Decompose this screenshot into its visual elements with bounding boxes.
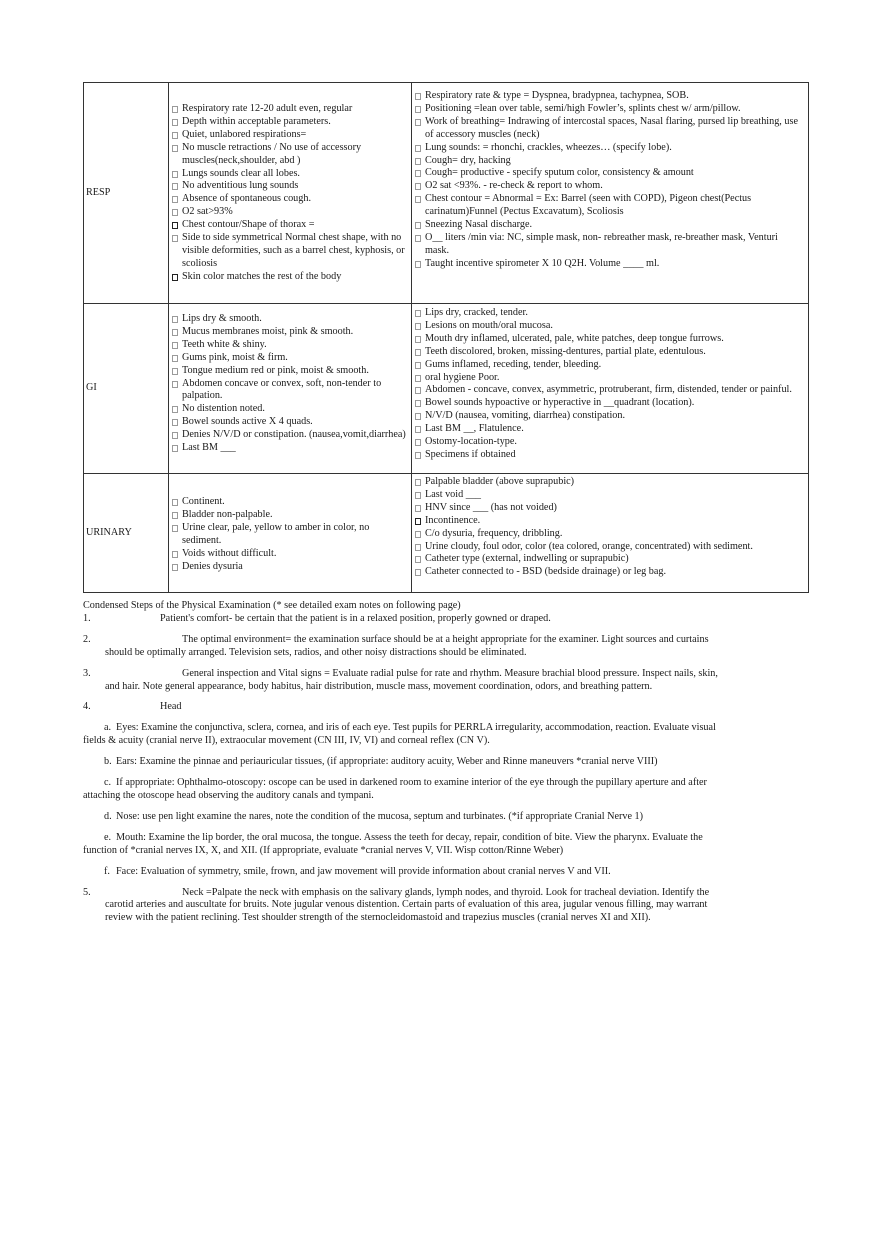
step-number: 3. (83, 667, 91, 679)
abnormal-list (412, 90, 808, 271)
checklist-item: Abdomen - concave, convex, asymmetric, protruberant, firm, distended, tender or painful. (412, 384, 804, 397)
normal-list (169, 313, 411, 455)
checklist-item: Lips dry, cracked, tender. (412, 307, 804, 320)
checklist-item: Catheter connected to - BSD (bedside drainage) or leg bag. (412, 566, 804, 579)
step-item (83, 668, 733, 694)
substep-text: Nose: use pen light examine the nares, note the condition of the mucosa, septum and turbinates. (*if appropriate Cranial Nerve 1) (116, 810, 644, 822)
step-text: The optimal environment= the examination surface should be at a height appropriate for the examiner. Light sources and curtains should be optimally arranged. Television sets, radios, and other noisy distractions should be eliminated. (105, 633, 709, 658)
checklist-item: HNV since ___ (has not voided) (412, 502, 804, 515)
normal-findings-cell (169, 474, 412, 593)
substep-letter: c. (104, 777, 112, 789)
checklist-item: No muscle retractions / No use of accessory muscles(neck,shoulder, abd ) (169, 142, 407, 168)
substep-letter: f. (104, 865, 110, 877)
checklist-item: Last void ___ (412, 489, 804, 502)
checklist-item: Last BM __, Flatulence. (412, 423, 804, 436)
checklist-item: Chest contour/Shape of thorax = (169, 219, 407, 232)
step-text: Patient's comfort- be certain that the patient is in a relaxed position, properly gowned or draped. (160, 612, 551, 624)
checklist-item: Depth within acceptable parameters. (169, 116, 407, 129)
checklist-item: Denies N/V/D or constipation. (nausea,vomit,diarrhea) (169, 429, 407, 442)
abnormal-list (412, 307, 808, 462)
checklist-item: Voids without difficult. (169, 548, 407, 561)
substep-text: Mouth: Examine the lip border, the oral mucosa, the tongue. Assess the teeth for decay, repair, condition of bite. View the pharynx. Evaluate the function of *cranial nerves IX, X, and XII. (If appropriate, evaluate *cranial nerves V, VII. Wisp cotton/Rinne Weber) (83, 831, 703, 856)
checklist-item: Quiet, unlabored respirations= (169, 129, 407, 142)
step-number: 1. (83, 612, 91, 624)
checklist-item: O2 sat <93%. - re-check & report to whom. (412, 180, 804, 193)
checklist-item: Respiratory rate & type = Dyspnea, bradypnea, tachypnea, SOB. (412, 90, 804, 103)
substep-item (83, 756, 733, 769)
checklist-item: Lungs sounds clear all lobes. (169, 168, 407, 181)
substep-item (83, 866, 733, 879)
step-item (83, 634, 733, 660)
substep-text: Ears: Examine the pinnae and periauricular tissues, (if appropriate: auditory acuity, Weber and Rinne maneuvers *cranial nerve VIII) (116, 756, 658, 768)
substep-item (83, 832, 733, 858)
checklist-item: Gums inflamed, receding, tender, bleeding. (412, 359, 804, 372)
step-text: Head (160, 701, 182, 713)
substep-text: Face: Evaluation of symmetry, smile, frown, and jaw movement will provide information about cranial nerves V and VII. (116, 865, 611, 877)
substep-letter: d. (104, 810, 112, 822)
checklist-item: Incontinence. (412, 515, 804, 528)
substep-letter: a. (104, 722, 112, 734)
checklist-item: Teeth discolored, broken, missing-dentures, partial plate, edentulous. (412, 346, 804, 359)
table-row (84, 83, 809, 304)
substep-text: Eyes: Examine the conjunctiva, sclera, cornea, and iris of each eye. Test pupils for PERRLA irregularity, accommodation, reaction. Evaluate visual fields & acuity (cranial nerve II), extraocular movement (CN III, IV, VI) and corneal reflex (CN V). (83, 722, 716, 747)
table-row (84, 474, 809, 593)
checklist-item: Work of breathing= Indrawing of intercostal spaces, Nasal flaring, pursed lip breathing, use of accessory muscles (neck) (412, 116, 804, 142)
checklist-item: Gums pink, moist & firm. (169, 352, 407, 365)
substep-item (83, 777, 733, 803)
checklist-item: O2 sat>93% (169, 206, 407, 219)
section-heading: Condensed Steps of the Physical Examination (* see detailed exam notes on following page) (83, 600, 461, 611)
abnormal-list (412, 476, 808, 579)
step-number: 2. (83, 633, 91, 645)
step-item (83, 701, 733, 714)
checklist-item: Abdomen concave or convex, soft, non-tender to palpation. (169, 378, 407, 404)
abnormal-findings-cell (412, 83, 809, 304)
checklist-item: Urine clear, pale, yellow to amber in color, no sediment. (169, 522, 407, 548)
checklist-item: Catheter type (external, indwelling or suprapubic) (412, 553, 804, 566)
checklist-item: Side to side symmetrical Normal chest shape, with no visible deformities, such as a barrel chest, kyphosis, or scoliosis (169, 232, 407, 271)
step-number: 4. (83, 701, 91, 713)
checklist-item: Respiratory rate 12-20 adult even, regular (169, 103, 407, 116)
checklist-item: Specimens if obtained (412, 449, 804, 462)
normal-findings-cell (169, 304, 412, 474)
checklist-item: Chest contour = Abnormal = Ex: Barrel (seen with COPD), Pigeon chest(Pectus carinatum)Funnel (Pectus Excavatum), Scoliosis (412, 193, 804, 219)
checklist-item: Bladder non-palpable. (169, 509, 407, 522)
checklist-item: No distention noted. (169, 403, 407, 416)
step-item (83, 887, 733, 926)
abnormal-findings-cell (412, 304, 809, 474)
checklist-item: oral hygiene Poor. (412, 372, 804, 385)
checklist-item: Cough= productive - specify sputum color, consistency & amount (412, 167, 804, 180)
exam-steps-section (83, 600, 733, 933)
checklist-item: Cough= dry, hacking (412, 155, 804, 168)
checklist-item: C/o dysuria, frequency, dribbling. (412, 528, 804, 541)
checklist-item: Sneezing Nasal discharge. (412, 219, 804, 232)
normal-list (169, 496, 411, 573)
checklist-item: Teeth white & shiny. (169, 339, 407, 352)
checklist-item: O__ liters /min via: NC, simple mask, non- rebreather mask, re-breather mask, Venturi mask. (412, 232, 804, 258)
step-number: 5. (83, 886, 91, 898)
substep-text: If appropriate: Ophthalmo-otoscopy: oscope can be used in darkened room to examine interior of the eye through the pupillary aperture and after attaching the otoscope head observing the auditory canals and tympani. (83, 777, 707, 801)
substep-letter: e. (104, 831, 112, 843)
checklist-item: Denies dysuria (169, 561, 407, 574)
checklist-item: Palpable bladder (above suprapubic) (412, 476, 804, 489)
step-text: Neck =Palpate the neck with emphasis on the salivary glands, lymph nodes, and thyroid. Look for tracheal deviation. Identify the carotid arteries and auscultate for bruits. Note jugular venous distention. Certain parts of evaluation of this area, jugular venous filling, may warrant review with the patient reclining. Test shoulder strength of the sternocleidomastoid and trapezius muscles (cranial nerves XI and XII). (105, 886, 710, 924)
abnormal-findings-cell (412, 474, 809, 593)
step-text: General inspection and Vital signs = Evaluate radial pulse for rate and rhythm. Measure brachial blood pressure. Inspect nails, skin, and hair. Note general appearance, body habitus, hair distribution, muscle mass, movement coordination, odors, and breathing pattern. (105, 667, 718, 692)
category-cell: URINARY (84, 474, 169, 593)
substep-item (83, 722, 733, 748)
checklist-item: N/V/D (nausea, vomiting, diarrhea) constipation. (412, 410, 804, 423)
assessment-table (83, 82, 809, 593)
checklist-item: Taught incentive spirometer X 10 Q2H. Volume ____ ml. (412, 258, 804, 271)
substep-item (83, 811, 733, 824)
table-row (84, 304, 809, 474)
category-cell: RESP (84, 83, 169, 304)
normal-list (169, 103, 411, 284)
category-cell: GI (84, 304, 169, 474)
checklist-item: Mouth dry inflamed, ulcerated, pale, white patches, deep tongue furrows. (412, 333, 804, 346)
checklist-item: Lung sounds: = rhonchi, crackles, wheezes… (specify lobe). (412, 142, 804, 155)
checklist-item: Ostomy-location-type. (412, 436, 804, 449)
substep-letter: b. (104, 756, 112, 768)
checklist-item: Lips dry & smooth. (169, 313, 407, 326)
checklist-item: Tongue medium red or pink, moist & smooth. (169, 365, 407, 378)
checklist-item: Skin color matches the rest of the body (169, 271, 407, 284)
checklist-item: Lesions on mouth/oral mucosa. (412, 320, 804, 333)
checklist-item: Bowel sounds active X 4 quads. (169, 416, 407, 429)
checklist-item: Mucus membranes moist, pink & smooth. (169, 326, 407, 339)
checklist-item: Bowel sounds hypoactive or hyperactive in __quadrant (location). (412, 397, 804, 410)
normal-findings-cell (169, 83, 412, 304)
checklist-item: Absence of spontaneous cough. (169, 193, 407, 206)
checklist-item: Last BM ___ (169, 442, 407, 455)
checklist-item: Urine cloudy, foul odor, color (tea colored, orange, concentrated) with sediment. (412, 541, 804, 554)
checklist-item: Continent. (169, 496, 407, 509)
step-item (83, 613, 733, 626)
checklist-item: Positioning =lean over table, semi/high Fowler’s, splints chest w/ arm/pillow. (412, 103, 804, 116)
checklist-item: No adventitious lung sounds (169, 180, 407, 193)
